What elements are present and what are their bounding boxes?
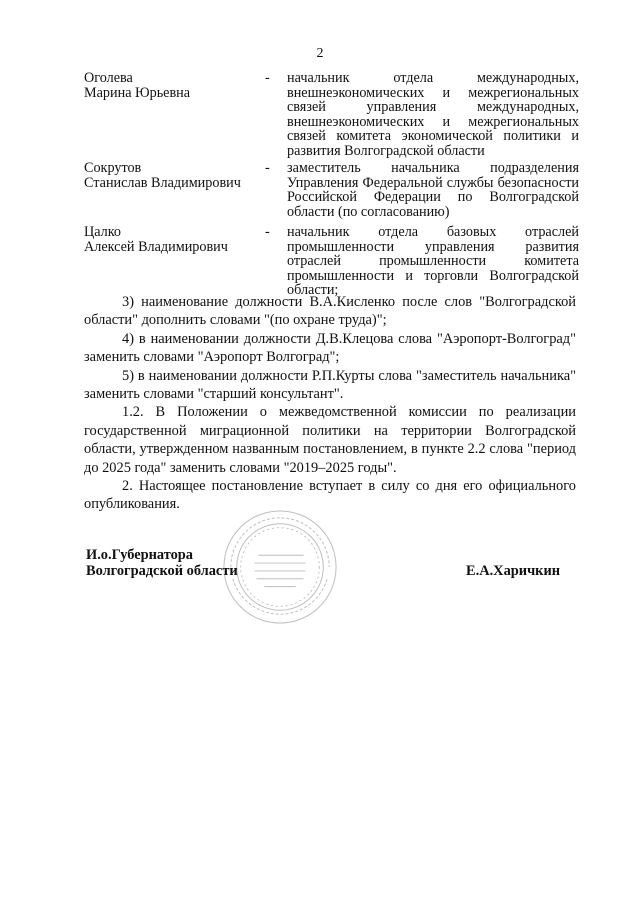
member-given-name: Марина Юрьевна [84, 84, 191, 101]
page-number: 2 [316, 46, 324, 61]
signatory-name: Е.А.Харичкин [466, 563, 561, 579]
member-role: начальник отдела международных, внешнеэкономических и межрегиональных связей управления международных, внешнеэкономических и межрегиональных связей комитета экономической политики и развития Волгоградской области [287, 70, 579, 159]
member-name [84, 161, 254, 190]
member-surname: Оголева [84, 70, 133, 86]
member-entry [84, 70, 584, 159]
member-surname: Сокрутов [84, 160, 142, 176]
official-seal-icon [221, 508, 339, 626]
paragraph: 5) в наименовании должности Р.П.Курты слова "заместитель начальника" заменить словами "старший консультант". [84, 367, 576, 403]
member-dash: - [265, 160, 270, 176]
signatory-position [86, 548, 238, 579]
member-given-name: Станислав Владимирович [84, 174, 241, 191]
member-role: заместитель начальника подразделения Управления Федеральной службы безопасности Российской Федерации по Волгоградской области (по согласованию) [287, 160, 579, 220]
member-name [84, 71, 254, 100]
paragraph: 1.2. В Положении о межведомственной комиссии по реализации государственной миграционной политики на территории Волгоградской области, утвержденном названным постановлением, в пункте 2.2 слова "период до 2025 года" заменить словами "2019–2025 годы". [84, 404, 576, 476]
amendments-text [84, 293, 576, 514]
signatory-position-line: Волгоградской области [86, 562, 238, 579]
member-entry [84, 161, 584, 221]
member-surname: Цалко [84, 224, 122, 240]
member-dash: - [265, 224, 270, 240]
signatory-position-line: И.о.Губернатора [86, 547, 193, 563]
paragraph: 2. Настоящее постановление вступает в силу со дня его официального опубликования. [84, 478, 576, 513]
paragraph: 3) наименование должности В.А.Кисленко после слов "Волгоградской области" дополнить словами "(по охране труда)"; [84, 294, 576, 329]
member-given-name: Алексей Владимирович [84, 238, 228, 255]
member-entry [84, 224, 584, 298]
member-name [84, 225, 254, 254]
member-dash: - [265, 70, 270, 86]
member-role: начальник отдела базовых отраслей промышленности управления развития отраслей промышленности комитета промышленности и торговли Волгоградской области; [287, 224, 579, 298]
paragraph: 4) в наименовании должности Д.В.Клецова слова "Аэропорт-Волгоград" заменить словами "Аэропорт Волгоград"; [84, 330, 576, 366]
